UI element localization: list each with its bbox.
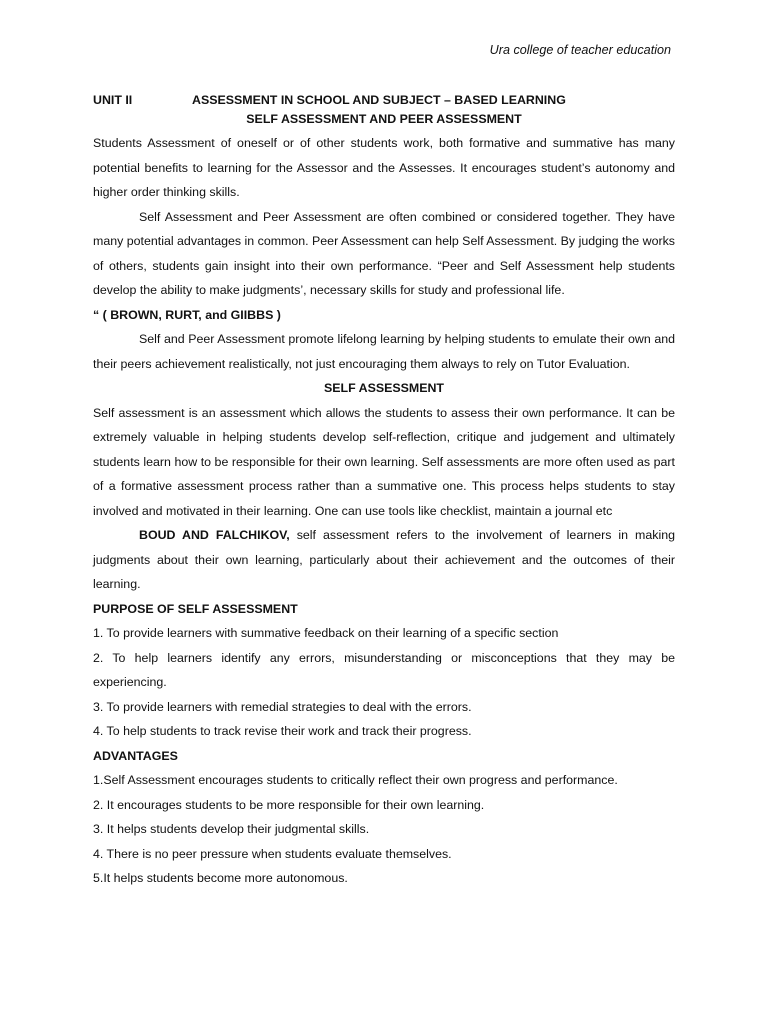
advantages-heading: ADVANTAGES xyxy=(93,748,178,763)
list-item: 2. To help learners identify any errors, misunderstanding or misconceptions that they may be experiencing. xyxy=(93,650,675,689)
self-assessment-paragraph-1: Self assessment is an assessment which allows the students to assess their own performance. It can be extremely valuable in helping students develop self-reflection, critique and judgement and ultimately students learn how to be responsible for their own learning. Self assessments are more often used as part of a formative assessment process rather than a summative one. This process helps students to stay involved and motivated in their learning. One can use tools like checklist, maintain a journal etc xyxy=(93,405,675,518)
list-item: 1.Self Assessment encourages students to critically reflect their own progress and performance. xyxy=(93,773,618,787)
list-item: 4. To help students to track revise their work and track their progress. xyxy=(93,724,472,738)
purpose-heading: PURPOSE OF SELF ASSESSMENT xyxy=(93,601,298,616)
advantages-list xyxy=(93,768,675,891)
self-assessment-heading: SELF ASSESSMENT xyxy=(323,381,445,395)
author-reference: BOUD AND FALCHIKOV, xyxy=(139,528,290,542)
self-assessment-paragraph-2 xyxy=(93,523,675,597)
list-item: 5.It helps students become more autonomous. xyxy=(93,871,348,885)
intro-paragraph-1: Students Assessment of oneself or of other students work, both formative and summative has many potential benefits to learning for the Assessor and the Assesses. It encourages student’s autonomy and higher order thinking skills. xyxy=(93,136,675,199)
unit-label: UNIT II xyxy=(93,93,133,107)
document-body xyxy=(93,88,675,891)
unit-heading: ASSESSMENT IN SCHOOL AND SUBJECT – BASED LEARNING xyxy=(192,93,566,107)
purpose-list xyxy=(93,621,675,744)
citation: “ ( BROWN, RURT, and GIIBBS ) xyxy=(93,307,281,322)
list-item: 4. There is no peer pressure when students evaluate themselves. xyxy=(93,846,452,861)
list-item: 1. To provide learners with summative feedback on their learning of a specific section xyxy=(93,626,559,640)
intro-paragraph-3: Self and Peer Assessment promote lifelong learning by helping students to emulate their own and their peers achievement realistically, not just encouraging them always to rely on Tutor Evaluation. xyxy=(93,332,675,371)
intro-paragraph-2: Self Assessment and Peer Assessment are often combined or considered together. They have many potential advantages in common. Peer Assessment can help Self Assessment. By judging the works of others, students gain insight into their own performance. “Peer and Self Assessment help students develop the ability to make judgments’, necessary skills for study and professional life. xyxy=(93,209,675,297)
institution-header: Ura college of teacher education xyxy=(489,43,671,57)
section-subheading: SELF ASSESSMENT AND PEER ASSESSMENT xyxy=(246,111,522,126)
list-item: 3. To provide learners with remedial strategies to deal with the errors. xyxy=(93,699,472,714)
list-item: 2. It encourages students to be more responsible for their own learning. xyxy=(93,797,485,812)
self-assessment-paragraph-2-text: self assessment refers to the involvement of learners in making judgments about their own learning, particularly about their achievement and the outcomes of their learning. xyxy=(93,528,675,591)
list-item: 3. It helps students develop their judgmental skills. xyxy=(93,822,370,836)
